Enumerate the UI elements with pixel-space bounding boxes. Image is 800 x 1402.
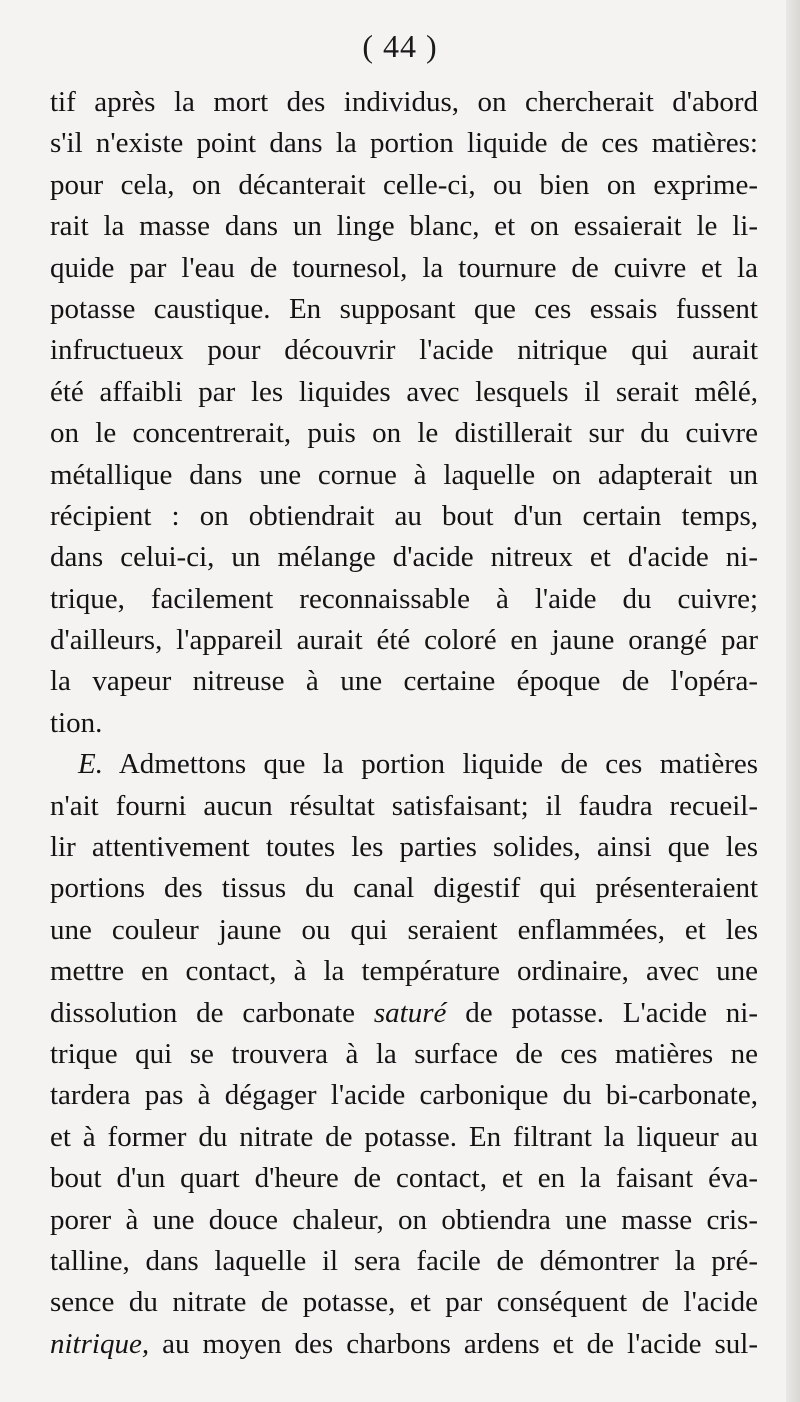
text-line: pour cela, on décanterait celle-ci, ou bien on exprime- [50, 168, 758, 201]
text-fragment: de potasse. L'acide ni- [465, 996, 758, 1029]
text-line: sence du nitrate de potasse, et par conséquent de l'acide [50, 1286, 758, 1319]
text-line: s'il n'existe point dans la portion liquide de ces matières: [50, 127, 758, 160]
text-line: lir attentivement toutes les parties solides, ainsi que les [50, 831, 758, 864]
section-label: E. [78, 748, 103, 781]
italic-word: nitrique, [50, 1327, 150, 1360]
text-line: tif après la mort des individus, on chercherait d'abord [50, 86, 758, 118]
text-line-with-italic [50, 993, 758, 1034]
page-number: ( 44 ) [362, 28, 438, 64]
text-line: bout d'un quart d'heure de contact, et en la faisant éva- [50, 1162, 758, 1195]
text-line: talline, dans laquelle il sera facile de démontrer la pré- [50, 1244, 758, 1277]
text-line: infructueux pour découvrir l'acide nitrique qui aurait [50, 334, 758, 367]
text-line: et à former du nitrate de potasse. En filtrant la liqueur au [50, 1120, 758, 1153]
text-line: trique qui se trouvera à la surface de ces matières ne [50, 1037, 758, 1070]
text-line: trique, facilement reconnaissable à l'aide du cuivre; [50, 582, 758, 615]
text-line: rait la masse dans un linge blanc, et on essaierait le li- [50, 210, 758, 243]
text-line: potasse caustique. En supposant que ces essais fussent [50, 292, 758, 325]
text-line: on le concentrerait, puis on le distillerait sur du cuivre [50, 417, 758, 450]
text-line: été affaibli par les liquides avec lesquels il serait mêlé, [50, 375, 758, 408]
paragraph-start-line [50, 744, 758, 785]
text-line: quide par l'eau de tournesol, la tournure de cuivre et la [50, 251, 758, 284]
text-line: la vapeur nitreuse à une certaine époque de l'opéra- [50, 665, 758, 698]
text-line: tion. [50, 706, 103, 739]
italic-word: saturé [373, 996, 447, 1029]
text-line: mettre en contact, à la température ordinaire, avec une [50, 955, 758, 988]
text-line: dans celui-ci, un mélange d'acide nitreux et d'acide ni- [50, 541, 758, 574]
text-line: n'ait fourni aucun résultat satisfaisant; il faudra recueil- [50, 789, 758, 822]
text-line: tardera pas à dégager l'acide carbonique du bi-carbonate, [50, 1079, 758, 1112]
text-line: porer à une douce chaleur, on obtiendra une masse cris- [50, 1203, 758, 1236]
text-fragment: Admettons que la portion liquide de ces matières [118, 748, 759, 781]
text-line: une couleur jaune ou qui seraient enflammées, et les [50, 913, 758, 946]
text-fragment: au moyen des charbons ardens et de l'acide sul- [162, 1327, 759, 1360]
text-line: d'ailleurs, l'appareil aurait été coloré en jaune orangé par [50, 624, 758, 657]
text-fragment: dissolution de carbonate [50, 996, 356, 1029]
text-line: métallique dans une cornue à laquelle on adapterait un [50, 458, 758, 491]
text-line-with-italic [50, 1324, 758, 1365]
text-line: récipient : on obtiendrait au bout d'un certain temps, [50, 499, 758, 532]
body-text [50, 82, 758, 1365]
text-line: portions des tissus du canal digestif qui présenteraient [50, 872, 758, 905]
page-edge-shadow [786, 0, 800, 1402]
